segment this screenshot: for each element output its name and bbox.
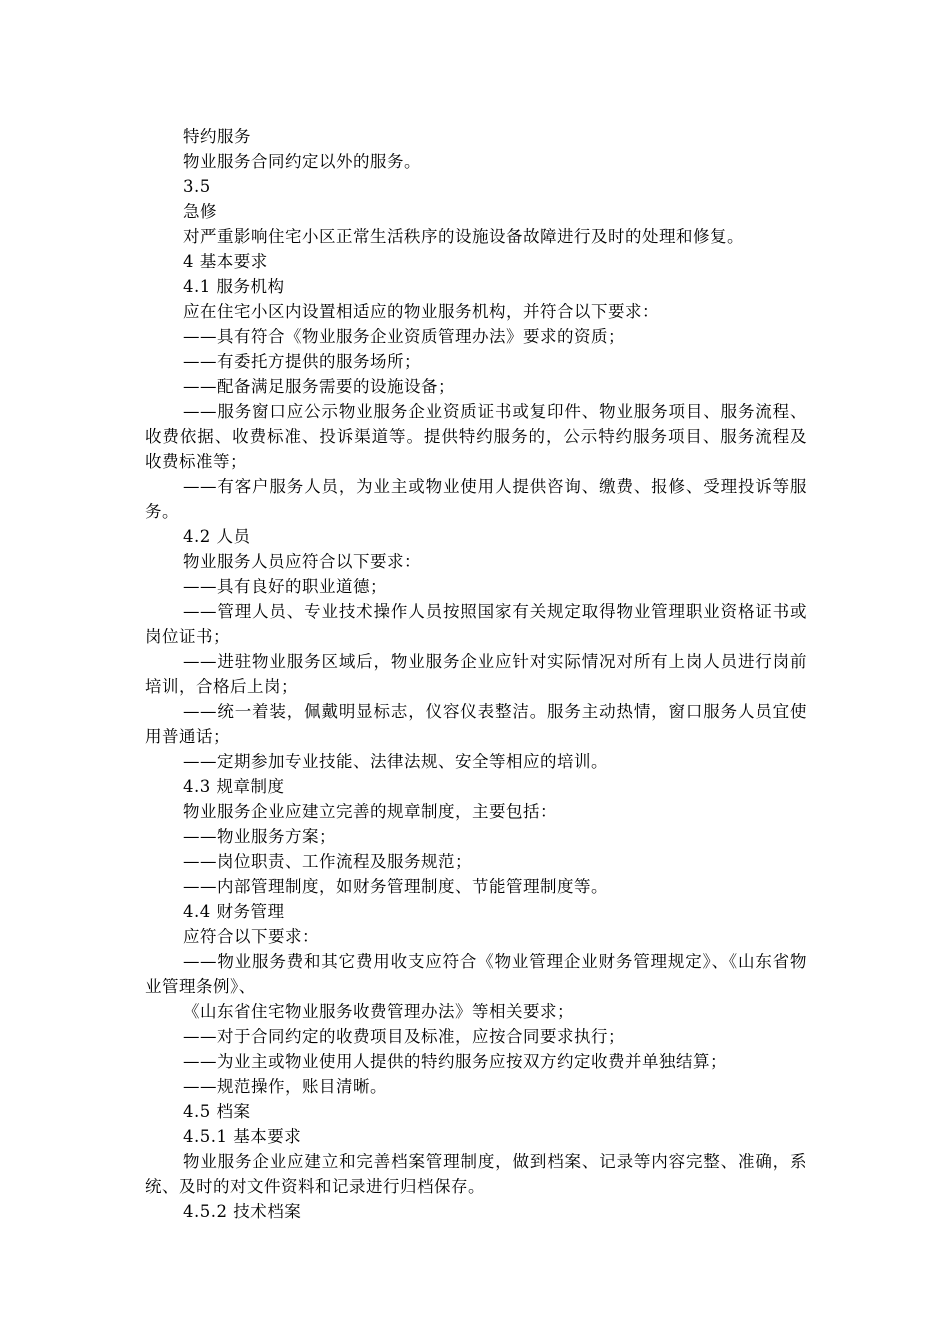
term-definition: 物业服务合同约定以外的服务。 [183, 152, 421, 171]
subsection-heading: 4.3 规章制度 [183, 777, 285, 796]
subsubsection-heading: 4.5.1 基本要求 [183, 1127, 302, 1146]
list-item: ——统一着装，佩戴明显标志，仪容仪表整洁。服务主动热情，窗口服务人员宜使用普通话； [145, 702, 807, 746]
body-paragraph: 物业服务企业应建立和完善档案管理制度，做到档案、记录等内容完整、准确，系统、及时的对文件资料和记录进行归档保存。 [145, 1152, 807, 1196]
list-item: ——具有符合《物业服务企业资质管理办法》要求的资质； [183, 327, 625, 346]
list-item: ——为业主或物业使用人提供的特约服务应按双方约定收费并单独结算； [183, 1052, 727, 1071]
subsection-heading: 4.1 服务机构 [183, 277, 285, 296]
body-paragraph: 应符合以下要求： [183, 927, 319, 946]
term-definition: 对严重影响住宅小区正常生活秩序的设施设备故障进行及时的处理和修复。 [183, 227, 744, 246]
subsection-heading: 4.4 财务管理 [183, 902, 285, 921]
list-item: ——有客户服务人员，为业主或物业使用人提供咨询、缴费、报修、受理投诉等服务。 [145, 477, 807, 521]
clause-number: 3.5 [183, 177, 211, 196]
list-item: ——有委托方提供的服务场所； [183, 352, 421, 371]
list-item-continuation: 《山东省住宅物业服务收费管理办法》等相关要求； [183, 1002, 574, 1021]
list-item: ——进驻物业服务区域后，物业服务企业应针对实际情况对所有上岗人员进行岗前培训，合格后上岗； [145, 652, 807, 696]
document-page [145, 124, 807, 1224]
subsection-heading: 4.2 人员 [183, 527, 251, 546]
term-title: 急修 [183, 202, 217, 221]
list-item: ——岗位职责、工作流程及服务规范； [183, 852, 472, 871]
list-item: ——管理人员、专业技术操作人员按照国家有关规定取得物业管理职业资格证书或岗位证书； [145, 602, 807, 646]
list-item: ——内部管理制度，如财务管理制度、节能管理制度等。 [183, 877, 608, 896]
body-paragraph: 物业服务人员应符合以下要求： [183, 552, 421, 571]
list-item: ——对于合同约定的收费项目及标准，应按合同要求执行； [183, 1027, 625, 1046]
list-item: ——具有良好的职业道德； [183, 577, 387, 596]
list-item: ——物业服务费和其它费用收支应符合《物业管理企业财务管理规定》、《山东省物业管理条例》、 [145, 952, 807, 996]
subsection-heading: 4.5 档案 [183, 1102, 251, 1121]
body-paragraph: 应在住宅小区内设置相适应的物业服务机构，并符合以下要求： [183, 302, 659, 321]
subsubsection-heading: 4.5.2 技术档案 [183, 1202, 302, 1221]
list-item: ——规范操作，账目清晰。 [183, 1077, 387, 1096]
list-item: ——配备满足服务需要的设施设备； [183, 377, 455, 396]
list-item: ——定期参加专业技能、法律法规、安全等相应的培训。 [183, 752, 608, 771]
section-heading: 4 基本要求 [183, 252, 268, 271]
list-item: ——物业服务方案； [183, 827, 336, 846]
list-item: ——服务窗口应公示物业服务企业资质证书或复印件、物业服务项目、服务流程、收费依据、收费标准、投诉渠道等。提供特约服务的，公示特约服务项目、服务流程及收费标准等； [145, 402, 807, 471]
body-paragraph: 物业服务企业应建立完善的规章制度，主要包括： [183, 802, 557, 821]
term-title: 特约服务 [183, 127, 251, 146]
